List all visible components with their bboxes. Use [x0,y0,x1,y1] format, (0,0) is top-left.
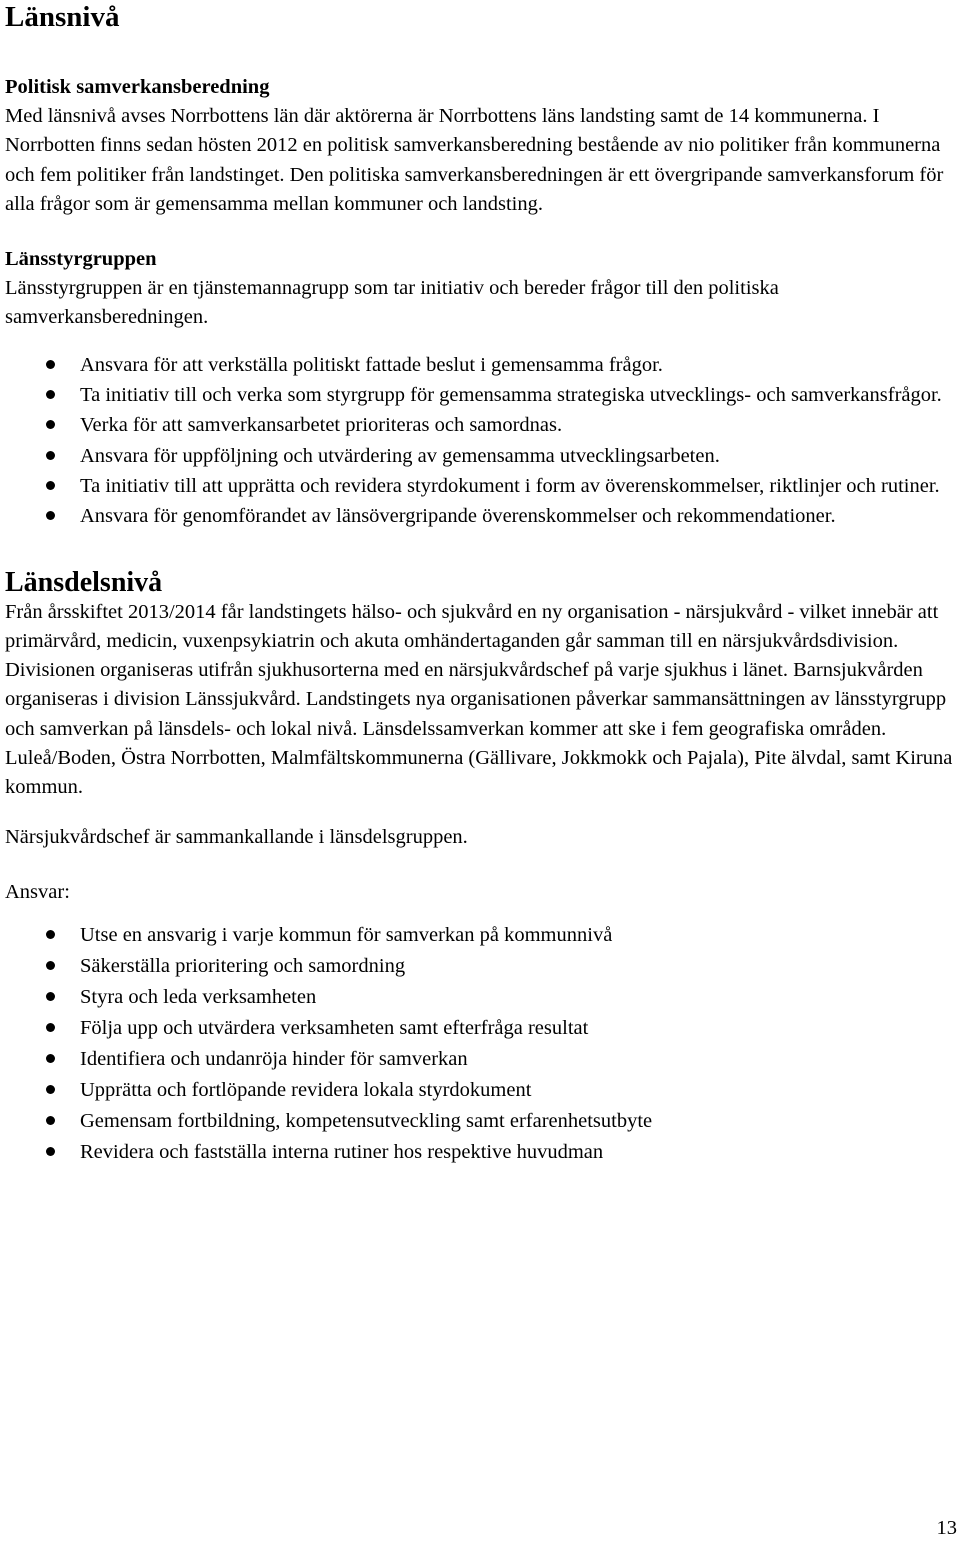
list-item: Ansvara för genomförandet av länsövergripande överenskommelser och rekommendationer. [5,501,955,531]
list-item: Ta initiativ till och verka som styrgrupp för gemensamma strategiska utvecklings- och samverkansfrågor. [5,380,955,410]
paragraph-lansstyrgruppen: Länsstyrgruppen är en tjänstemannagrupp som tar initiativ och bereder frågor till den politiska samverkansberedningen. [5,277,779,329]
list-item: Säkerställa prioritering och samordning [5,951,955,982]
bullet-icon [46,1147,55,1156]
bullet-icon [46,360,55,369]
list-item: Verka för att samverkansarbetet prioriteras och samordnas. [5,410,955,440]
list-item: Ta initiativ till att upprätta och revidera styrdokument i form av överenskommelser, riktlinjer och rutiner. [5,471,955,501]
page-number: 13 [936,1517,957,1539]
subheading-politisk-samverkansberedning: Politisk samverkansberedning [5,76,270,98]
document-page [5,0,955,1167]
ansvar-bullet-list [5,920,955,1167]
lansstyrgruppen-bullet-list [5,350,955,532]
list-item: Styra och leda verksamheten [5,982,955,1013]
ansvar-label: Ansvar: [5,880,70,903]
bullet-icon [46,1116,55,1125]
paragraph-politisk-samverkansberedning: Med länsnivå avses Norrbottens län där aktörerna är Norrbottens läns landsting samt de 14 kommunerna. I Norrbotten finns sedan hösten 2012 en politisk samverkansberedning bestående av nio politiker från kommunerna och fem politiker från landstinget. Den politiska samverkansberedningen är ett övergripande samverkansforum för alla frågor som är gemensamma mellan kommuner och landsting. [5,105,944,215]
subheading-lansstyrgruppen: Länsstyrgruppen [5,248,157,271]
list-item: Gemensam fortbildning, kompetensutveckling samt erfarenhetsutbyte [5,1106,955,1137]
list-item: Ansvara för uppföljning och utvärdering av gemensamma utvecklingsarbeten. [5,441,955,471]
list-item: Upprätta och fortlöpande revidera lokala styrdokument [5,1075,955,1106]
bullet-icon [46,481,55,490]
bullet-icon [46,390,55,399]
bullet-icon [46,451,55,460]
bullet-icon [46,930,55,939]
section-title-lansdelsniva: Länsdelsnivå [5,566,163,598]
bullet-icon [46,420,55,429]
bullet-icon [46,1023,55,1032]
list-item: Följa upp och utvärdera verksamheten samt efterfråga resultat [5,1013,955,1044]
section-title-lansniva: Länsnivå [5,1,120,33]
bullet-icon [46,511,55,520]
bullet-icon [46,992,55,1001]
bullet-icon [46,1085,55,1094]
list-item: Utse en ansvarig i varje kommun för samverkan på kommunnivå [5,920,955,951]
paragraph-narsjukvardschef: Närsjukvårdschef är sammankallande i länsdelsgruppen. [5,825,468,848]
list-item: Revidera och fastställa interna rutiner hos respektive huvudman [5,1137,955,1168]
bullet-icon [46,961,55,970]
bullet-icon [46,1054,55,1063]
paragraph-lansdelsniva: Från årsskiftet 2013/2014 får landstingets hälso- och sjukvård en ny organisation - närsjukvård - vilket innebär att primärvård, medicin, vuxenpsykiatrin och akuta omhändertaganden går samman till en närsjukvårdsdivision. Divisionen organiseras utifrån sjukhusorterna med en närsjukvårdschef på varje sjukhus i länet. Barnsjukvården organiseras i division Länssjukvård. Landstingets nya organisationen påverkar sammansättningen av länsstyrgrupp och samverkan på länsdels- och lokal nivå. Länsdelssamverkan kommer att ske i fem geografiska områden. Luleå/Boden, Östra Norrbotten, Malmfältskommunerna (Gällivare, Jokkmokk och Pajala), Pite älvdal, samt Kiruna kommun. [5,600,953,799]
list-item: Identifiera och undanröja hinder för samverkan [5,1044,955,1075]
list-item: Ansvara för att verkställa politiskt fattade beslut i gemensamma frågor. [5,350,955,380]
